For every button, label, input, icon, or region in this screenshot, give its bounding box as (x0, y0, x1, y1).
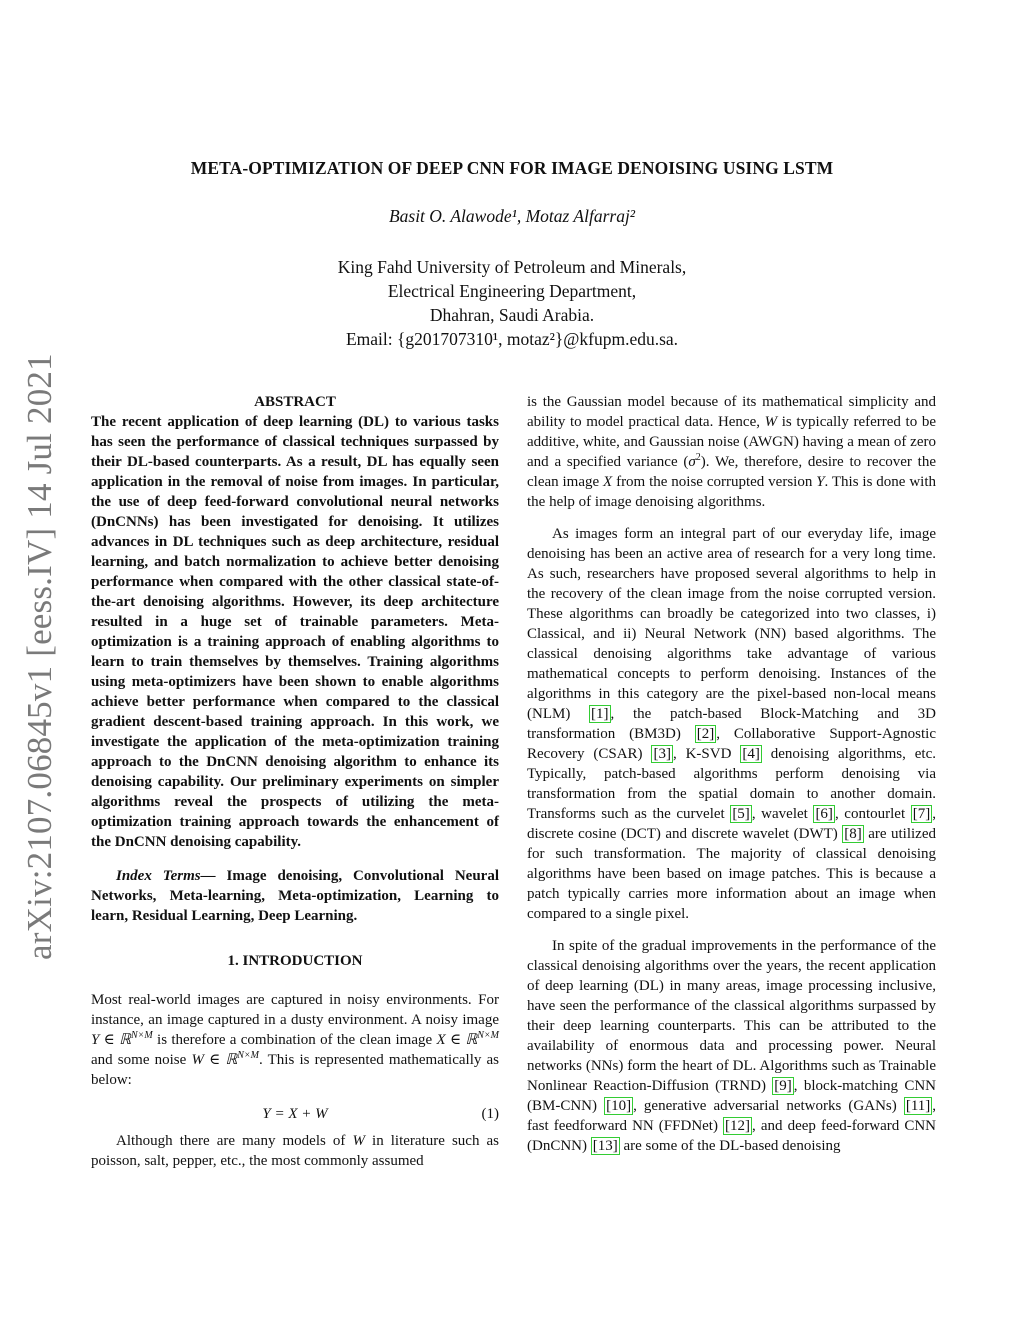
equation-number: (1) (481, 1106, 499, 1122)
text-run: and some noise (91, 1052, 192, 1068)
text-run: , block-matching CNN (BM-CNN) (527, 1078, 936, 1114)
citation-link[interactable]: [11] (905, 1098, 931, 1114)
citation-link[interactable]: [12] (725, 1118, 751, 1134)
citation-link[interactable]: [6] (815, 806, 833, 822)
text-run: is therefore a combination of the clean image (152, 1032, 437, 1048)
affiliation-line: Dhahran, Saudi Arabia. (429, 305, 595, 325)
affiliation-line: Electrical Engineering Department, (387, 281, 637, 301)
abstract-text: The recent application of deep learning (DL) to various tasks has seen the performance of classical techniques surpassed by their DL-based counterparts. As a result, DL has equally seen application in the removal of noise from images. In particular, the use of deep feed-forward convolutional neural networks (DnCNNs) has been investigated for denoising. It utilizes advances in DL techniques such as deep architecture, residual learning, and batch normalization to achieve better denoising performance when compared with the other classical state-of-the-art denoising algorithms. However, its deep architecture resulted in a huge set of trainable parameters. Meta-optimization is a training approach of enabling algorithms to learn to train themselves by themselves. Training algorithms using meta-optimizers have been shown to enable algorithms achieve better performance when compared to the classical gradient descent-based training approach. In this work, we investigate the application of the meta-optimization training approach to the DnCNN denoising algorithm to enhance its denoising capability. Our preliminary experiments on simpler algorithms reveal the prospects of utilizing the meta-optimization training approach towards the enhancement of the DnCNN denoising capability. (91, 414, 499, 850)
math-inline: W (352, 1133, 365, 1149)
text-run: , Collaborative Support-Agnostic Recovery (CSAR) (527, 726, 936, 762)
text-run: , wavelet (751, 806, 814, 822)
math-superscript: N×M (130, 1030, 153, 1041)
citation-link[interactable]: [1] (591, 706, 609, 722)
text-run: denoising algorithms, etc. Typically, patch-based algorithms perform denoising via transformation from the spatial domain to another domain. Transforms such as the curvelet (527, 746, 937, 822)
citation-link[interactable]: [2] (696, 726, 715, 742)
text-run: is the Gaussian model because of its mathematical simplicity and ability to model practical data. Hence, (527, 394, 936, 430)
index-terms (91, 866, 499, 926)
citation-link[interactable]: [4] (742, 746, 760, 762)
body-paragraph (527, 524, 936, 924)
text-run: , generative adversarial networks (GANs) (633, 1098, 904, 1114)
left-column (91, 392, 499, 1171)
text-run: , fast feedforward NN (FFDNet) (527, 1098, 937, 1134)
body-paragraph (527, 392, 936, 512)
text-run: Although there are many models of (116, 1133, 353, 1149)
text-run: In spite of the gradual improvements in the performance of the classical denoising algorithms over the years, the recent application of deep learning (DL) in many areas, image processing inclusive, have seen the performance of the classical algorithms surpassed by their deep learning counterparts. This can be attributed to the availability of enormous data and processing power. Neural networks (NNs) form the heart of DL. Algorithms such as Trainable Nonlinear Reaction-Diffusion (TRND) (527, 938, 936, 1094)
citation-link[interactable]: [3] (653, 746, 671, 762)
text-run: are utilized for such transformation. The majority of classical denoising algorithms have been based on image patches. This is because a patch typically carries more information about an image when compared to a single pixel. (527, 826, 937, 922)
math-superscript: 2 (695, 452, 701, 463)
abstract-heading: ABSTRACT (254, 394, 336, 410)
citation-link[interactable]: [9] (774, 1078, 792, 1094)
text-run: from the noise corrupted version (612, 474, 817, 490)
intro-paragraph (91, 1131, 499, 1171)
math-inline: Y ∈ ℝ (91, 1032, 131, 1048)
text-run: in literature such as poisson, salt, pepper, etc., the most commonly assumed (91, 1133, 499, 1169)
text-run: is typically referred to be additive, white, and Gaussian noise (AWGN) having a mean of zero and a specified variance ( (527, 414, 936, 470)
intro-paragraph (91, 990, 499, 1090)
arxiv-identifier: arXiv:2107.06845v1 [eess.IV] 14 Jul 2021 (20, 353, 59, 960)
text-run: , discrete cosine (DCT) and discrete wavelet (DWT) (527, 806, 936, 842)
citation-link[interactable]: [5] (732, 806, 750, 822)
citation-link[interactable]: [7] (912, 806, 931, 822)
text-run: ). We, therefore, desire to recover the clean image (527, 454, 936, 490)
text-run: , the patch-based Block-Matching and 3D transformation (BM3D) (527, 706, 936, 742)
math-inline: Y (816, 474, 825, 490)
text-run: Most real-world images are captured in noisy environments. For instance, an image captured in a dusty environment. A noisy image (91, 992, 499, 1028)
citation-link[interactable]: [13] (592, 1138, 618, 1154)
paper-title: META-OPTIMIZATION OF DEEP CNN FOR IMAGE DENOISING USING LSTM (190, 158, 834, 178)
text-run: . This is represented mathematically as below: (91, 1052, 500, 1088)
section-heading-introduction: 1. INTRODUCTION (227, 953, 363, 969)
text-run: are some of the DL-based denoising (619, 1138, 841, 1154)
citation-link[interactable]: [8] (844, 826, 862, 842)
text-run: , and deep feed-forward CNN (DnCNN) (527, 1118, 936, 1154)
equation-1 (91, 1104, 499, 1124)
affiliation (0, 255, 1024, 351)
text-run: . This is done with the help of image denoising algorithms. (527, 474, 936, 510)
math-superscript: N×M (237, 1050, 259, 1061)
math-superscript: N×M (477, 1030, 499, 1041)
math-inline: W (764, 414, 778, 430)
index-terms-text: Image denoising, Convolutional Neural Networks, Meta-learning, Meta-optimization, Learning to learn, Residual Learning, Deep Learning. (91, 868, 499, 924)
math-inline: X (603, 474, 613, 490)
math-inline: σ (688, 454, 696, 470)
email-line: Email: {g201707310¹, motaz²}@kfupm.edu.sa. (345, 329, 679, 349)
right-column (527, 392, 936, 1156)
citation-link[interactable]: [10] (606, 1098, 632, 1114)
math-inline: W ∈ ℝ (191, 1052, 238, 1068)
index-terms-label: Index Terms— (116, 868, 216, 884)
text-run: As images form an integral part of our everyday life, image denoising has been an active area of research for a very long time. As such, researchers have proposed several algorithms to help in the recovery of the clean image from the noise corrupted version. These algorithms can broadly be categorized into two classes, i) Classical, and ii) Neural Network (NN) based algorithms. The classical denoising algorithms take advantage of various mathematical concepts to perform denoising. Instances of the algorithms in this category are the pixel-based non-local means (NLM) (527, 526, 936, 722)
affiliation-line: King Fahd University of Petroleum and Minerals, (337, 257, 687, 277)
math-inline: X ∈ ℝ (436, 1032, 478, 1048)
text-run: , K-SVD (672, 746, 741, 762)
text-run: , contourlet (834, 806, 911, 822)
body-paragraph (527, 936, 936, 1156)
paper-authors: Basit O. Alawode¹, Motaz Alfarraj² (388, 206, 636, 226)
equation-expression: Y = X + W (262, 1106, 328, 1122)
